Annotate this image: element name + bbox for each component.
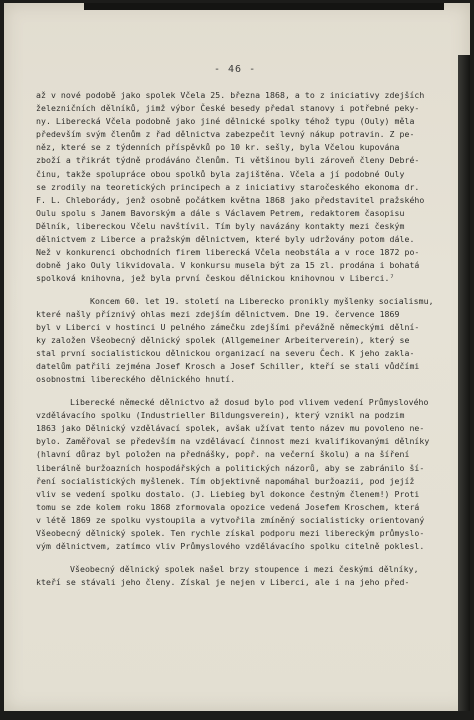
text-line: kteří se stávali jeho členy. Získal je nejen v Liberci, ale i na jeho před- — [36, 576, 410, 587]
text-line: dobně jako Ouly likvidovala. V konkursu musela být za 15 zl. prodána i bohatá — [36, 260, 420, 271]
text-line: Všeobecný dělnický spolek. Ten rychle získal podporu mezi libereckým průmyslo- — [36, 528, 425, 538]
text-line: vzdělávacího spolku (Industrieller Bildungsverein), který vznikl na podzim — [36, 410, 405, 421]
scan-edge-right — [458, 55, 470, 711]
text-line: ny. Liberecká Včela podobně jako jiné dělnické spolky téhož typu (Ouly) měla — [36, 116, 415, 127]
text-line: zboží a třikrát týdně prodáváno členům. Ti většinou byli zároveň členy Debré- — [36, 155, 420, 166]
text-line: dělnictvem z Liberce a pražským dělnictvem, které byly udržovány potom dále. — [36, 234, 415, 245]
text-line: byl v Liberci v hostinci U pelného zámečku zdejšími převážně německými dělní- — [36, 322, 420, 333]
text-line: až v nové podobě jako spolek Včela 25. března 1868, a to z iniciativy zdejších — [36, 90, 425, 100]
body-text — [36, 89, 434, 598]
text-line: ření socialistických myšlenek. Tím objektivně napomáhal buržoazii, pod jejíž — [36, 475, 415, 486]
document-page — [4, 3, 470, 711]
page-number: - 46 - — [214, 64, 257, 75]
text-line: které našly příznivý ohlas mezi zdejším dělnictvem. Dne 19. července 1869 — [36, 309, 400, 319]
text-line: Dělník, libereckou Včelu navštívil. Tím byly navázány kontakty mezi českým — [36, 220, 405, 231]
text-line: především svým členům z řad dělnictva zabezpečit levný nákup potravin. Z pe- — [36, 129, 415, 140]
text-line: datelům patřili zejména Josef Krosch a Josef Schiller, kteří se stali vůdčími — [36, 361, 420, 372]
text-line: (hlavní důraz byl položen na přednášky, popř. na večerní školu) a na šíření — [36, 449, 410, 460]
text-line: vým dělnictvem, zatímco vliv Průmyslového vzdělávacího spolku citelně poklesl. — [36, 541, 425, 552]
text-line: bylo. Zaměřoval se především na vzdělávací činnost mezi kvalifikovanými dělníky — [36, 436, 430, 447]
text-line: tomu se zde kolem roku 1868 zformovala opozice vedená Josefem Kroschem, která — [36, 501, 420, 512]
text-line: spolková knihovna, jež byla první českou dělnickou knihovnou v Liberci.⁷ — [36, 273, 395, 284]
text-line: ky založen Všeobecný dělnický spolek (Allgemeiner Arbeiterverein), který se — [36, 335, 410, 346]
text-line: F. L. Chleborády, jenž osobně počátkem května 1868 jako představitel pražského — [36, 194, 425, 205]
text-line: osobnostmi libereckého dělnického hnutí. — [36, 374, 236, 385]
scan-edge-top — [84, 3, 444, 10]
text-line: Liberecké německé dělnictvo až dosud bylo pod vlivem vedení Průmyslového — [70, 397, 429, 408]
text-line: vliv se vedení spolku dostalo. (J. Liebieg byl dokonce čestným členem!) Proti — [36, 488, 420, 499]
text-line: Koncem 60. let 19. století na Liberecko pronikly myšlenky socialismu, — [90, 295, 434, 306]
text-line: Než v konkurenci obchodních firem liberecká Včela neobstála a v roce 1872 po- — [36, 247, 420, 258]
paragraph — [36, 89, 434, 285]
text-line: 1863 jako Dělnický vzdělávací spolek, avšak užívat tento název mu povoleno ne- — [36, 423, 425, 434]
text-line: Všeobecný dělnický spolek našel brzy stoupence i mezi českými dělníky, — [70, 563, 419, 574]
paragraph — [36, 396, 434, 553]
text-line: stal první socialistickou dělnickou organizací na severu Čech. K jeho zakla- — [36, 348, 415, 359]
text-line: Oulu spolu s Janem Bavorským a dále s Václavem Petrem, redaktorem časopisu — [36, 207, 405, 218]
text-line: činu, takže spolupráce obou spolků byla zajištěna. Včela a jí podobné Ouly — [36, 168, 405, 179]
text-line: železničních dělníků, jimž výbor České besedy předal stanovy i potřebné peky- — [36, 103, 420, 114]
paragraph — [36, 563, 434, 589]
paragraph — [36, 295, 434, 387]
text-line: v létě 1869 ze spolku vystoupila a vytvořila zmíněný socialisticky orientovaný — [36, 514, 425, 525]
text-line: něz, které se z týdenních příspěvků po 10 kr. sešly, byla Včelou kupována — [36, 142, 400, 153]
text-line: liberálně buržoazních hospodářských a politických názorů, aby se zabránilo ší- — [36, 462, 425, 473]
text-line: se zrodily na teoretických principech a z iniciativy staročeského ekonoma dr. — [36, 181, 420, 192]
